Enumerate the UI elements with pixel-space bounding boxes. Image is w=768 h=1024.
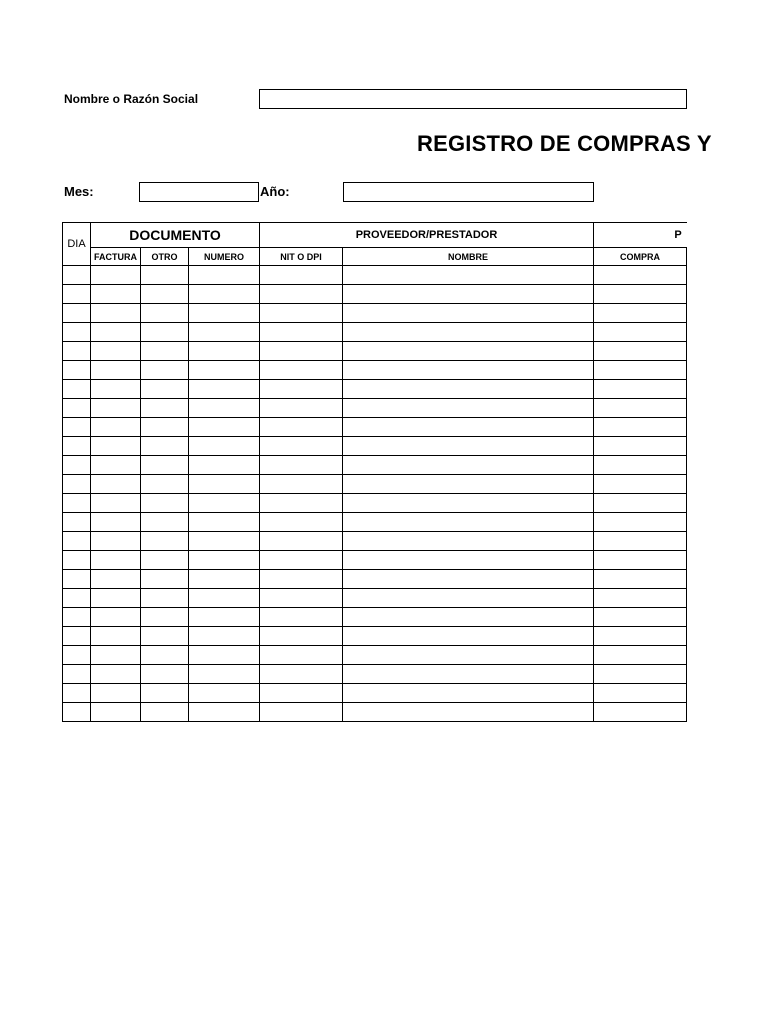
table-column-header-row [63, 248, 688, 266]
cell-dia[interactable] [63, 665, 91, 684]
cell-dia[interactable] [63, 418, 91, 437]
col-header-next [687, 248, 688, 266]
cell-dia[interactable] [63, 532, 91, 551]
cell-dia[interactable] [63, 684, 91, 703]
razon-social-label: Nombre o Razón Social [64, 92, 199, 106]
table-row [63, 304, 688, 323]
cell-nombre[interactable] [343, 589, 594, 608]
table-row [63, 646, 688, 665]
cell-nit[interactable] [260, 608, 343, 627]
cell-next[interactable] [687, 323, 688, 342]
cell-nombre[interactable] [343, 665, 594, 684]
cell-nit[interactable] [260, 551, 343, 570]
table-group-header-row [63, 223, 688, 248]
table-row [63, 608, 688, 627]
cell-nit[interactable] [260, 627, 343, 646]
cell-otro[interactable] [141, 646, 189, 665]
cell-numero[interactable] [189, 399, 260, 418]
cell-otro[interactable] [141, 570, 189, 589]
cell-numero[interactable] [189, 494, 260, 513]
cell-numero[interactable] [189, 323, 260, 342]
cell-nit[interactable] [260, 684, 343, 703]
col-header-factura: FACTURA [91, 248, 141, 266]
cell-factura[interactable] [91, 589, 141, 608]
cell-numero[interactable] [189, 570, 260, 589]
cell-nombre[interactable] [343, 608, 594, 627]
cell-dia[interactable] [63, 551, 91, 570]
cell-nit[interactable] [260, 323, 343, 342]
cell-compra[interactable] [594, 456, 687, 475]
cell-nit[interactable] [260, 475, 343, 494]
cell-compra[interactable] [594, 494, 687, 513]
group-header-documento: DOCUMENTO [91, 223, 260, 248]
cell-next[interactable] [687, 589, 688, 608]
cell-nit[interactable] [260, 532, 343, 551]
cell-nit[interactable] [260, 494, 343, 513]
cell-dia[interactable] [63, 608, 91, 627]
cell-compra[interactable] [594, 646, 687, 665]
cell-factura[interactable] [91, 532, 141, 551]
cell-numero[interactable] [189, 437, 260, 456]
cell-nombre[interactable] [343, 399, 594, 418]
cell-otro[interactable] [141, 437, 189, 456]
cell-numero[interactable] [189, 266, 260, 285]
cell-otro[interactable] [141, 342, 189, 361]
cell-compra[interactable] [594, 475, 687, 494]
cell-nit[interactable] [260, 703, 343, 722]
cell-nombre[interactable] [343, 266, 594, 285]
cell-compra[interactable] [594, 304, 687, 323]
cell-numero[interactable] [189, 589, 260, 608]
cell-next[interactable] [687, 399, 688, 418]
cell-dia[interactable] [63, 703, 91, 722]
cell-next[interactable] [687, 627, 688, 646]
cell-compra[interactable] [594, 380, 687, 399]
cell-nombre[interactable] [343, 456, 594, 475]
cell-nit[interactable] [260, 570, 343, 589]
table-row [63, 437, 688, 456]
table-row [63, 285, 688, 304]
mes-field[interactable] [139, 182, 259, 202]
cell-nit[interactable] [260, 646, 343, 665]
cell-dia[interactable] [63, 437, 91, 456]
cell-factura[interactable] [91, 342, 141, 361]
cell-factura[interactable] [91, 285, 141, 304]
cell-next[interactable] [687, 494, 688, 513]
cell-compra[interactable] [594, 665, 687, 684]
cell-dia[interactable] [63, 589, 91, 608]
cell-factura[interactable] [91, 399, 141, 418]
table-row [63, 418, 688, 437]
cell-nombre[interactable] [343, 494, 594, 513]
table-row [63, 684, 688, 703]
table-body [63, 266, 688, 722]
table-row [63, 380, 688, 399]
cell-numero[interactable] [189, 551, 260, 570]
cell-next[interactable] [687, 475, 688, 494]
cell-nit[interactable] [260, 399, 343, 418]
cell-nombre[interactable] [343, 380, 594, 399]
cell-otro[interactable] [141, 323, 189, 342]
cell-numero[interactable] [189, 684, 260, 703]
cell-numero[interactable] [189, 304, 260, 323]
ano-field[interactable] [343, 182, 594, 202]
cell-numero[interactable] [189, 475, 260, 494]
cell-nombre[interactable] [343, 627, 594, 646]
cell-otro[interactable] [141, 627, 189, 646]
cell-next[interactable] [687, 342, 688, 361]
ano-label: Año: [260, 184, 290, 199]
cell-factura[interactable] [91, 456, 141, 475]
cell-dia[interactable] [63, 399, 91, 418]
cell-dia[interactable] [63, 513, 91, 532]
cell-nit[interactable] [260, 342, 343, 361]
cell-factura[interactable] [91, 361, 141, 380]
table-row [63, 342, 688, 361]
cell-otro[interactable] [141, 589, 189, 608]
col-header-nit: NIT O DPI [260, 248, 343, 266]
cell-otro[interactable] [141, 266, 189, 285]
cell-numero[interactable] [189, 342, 260, 361]
cell-factura[interactable] [91, 627, 141, 646]
mes-label: Mes: [64, 184, 94, 199]
cell-compra[interactable] [594, 513, 687, 532]
cell-next[interactable] [687, 570, 688, 589]
cell-factura[interactable] [91, 570, 141, 589]
cell-numero[interactable] [189, 513, 260, 532]
cell-nit[interactable] [260, 380, 343, 399]
cell-factura[interactable] [91, 418, 141, 437]
cell-next[interactable] [687, 361, 688, 380]
cell-numero[interactable] [189, 456, 260, 475]
group-header-proveedor: PROVEEDOR/PRESTADOR [260, 223, 594, 248]
cell-next[interactable] [687, 513, 688, 532]
cell-next[interactable] [687, 551, 688, 570]
cell-dia[interactable] [63, 342, 91, 361]
cell-otro[interactable] [141, 703, 189, 722]
cell-otro[interactable] [141, 456, 189, 475]
cell-otro[interactable] [141, 684, 189, 703]
cell-factura[interactable] [91, 494, 141, 513]
cell-otro[interactable] [141, 551, 189, 570]
cell-factura[interactable] [91, 703, 141, 722]
cell-otro[interactable] [141, 532, 189, 551]
cell-numero[interactable] [189, 703, 260, 722]
cell-dia[interactable] [63, 456, 91, 475]
col-header-nombre: NOMBRE [343, 248, 594, 266]
table-row [63, 513, 688, 532]
table-row [63, 570, 688, 589]
cell-dia[interactable] [63, 475, 91, 494]
cell-otro[interactable] [141, 665, 189, 684]
page-title: REGISTRO DE COMPRAS Y [417, 131, 712, 156]
cell-nombre[interactable] [343, 646, 594, 665]
cell-otro[interactable] [141, 494, 189, 513]
cell-compra[interactable] [594, 399, 687, 418]
cell-dia[interactable] [63, 380, 91, 399]
cell-factura[interactable] [91, 608, 141, 627]
cell-nombre[interactable] [343, 551, 594, 570]
cell-otro[interactable] [141, 399, 189, 418]
cell-nit[interactable] [260, 304, 343, 323]
cell-compra[interactable] [594, 285, 687, 304]
col-header-compra: COMPRA [594, 248, 687, 266]
razon-social-field[interactable] [259, 89, 687, 109]
table-row [63, 532, 688, 551]
cell-next[interactable] [687, 703, 688, 722]
cell-otro[interactable] [141, 418, 189, 437]
cell-nit[interactable] [260, 437, 343, 456]
cell-otro[interactable] [141, 475, 189, 494]
table-row [63, 551, 688, 570]
cell-numero[interactable] [189, 627, 260, 646]
cell-factura[interactable] [91, 665, 141, 684]
cell-nombre[interactable] [343, 513, 594, 532]
cell-numero[interactable] [189, 361, 260, 380]
cell-compra[interactable] [594, 551, 687, 570]
cell-factura[interactable] [91, 266, 141, 285]
cell-nombre[interactable] [343, 437, 594, 456]
cell-dia[interactable] [63, 361, 91, 380]
cell-next[interactable] [687, 684, 688, 703]
cell-numero[interactable] [189, 380, 260, 399]
cell-compra[interactable] [594, 532, 687, 551]
cell-next[interactable] [687, 285, 688, 304]
cell-factura[interactable] [91, 437, 141, 456]
cell-numero[interactable] [189, 608, 260, 627]
cell-compra[interactable] [594, 437, 687, 456]
table-row [63, 703, 688, 722]
table-row [63, 589, 688, 608]
cell-compra[interactable] [594, 361, 687, 380]
table-row [63, 361, 688, 380]
cell-next[interactable] [687, 418, 688, 437]
cell-numero[interactable] [189, 665, 260, 684]
cell-otro[interactable] [141, 380, 189, 399]
cell-otro[interactable] [141, 513, 189, 532]
cell-factura[interactable] [91, 475, 141, 494]
compras-table [62, 222, 687, 722]
table-row [63, 323, 688, 342]
cell-nombre[interactable] [343, 532, 594, 551]
table-row [63, 266, 688, 285]
table-row [63, 627, 688, 646]
table-row [63, 475, 688, 494]
cell-factura[interactable] [91, 551, 141, 570]
cell-nombre[interactable] [343, 361, 594, 380]
table-row [63, 494, 688, 513]
table-row [63, 456, 688, 475]
cell-compra[interactable] [594, 627, 687, 646]
cell-dia[interactable] [63, 646, 91, 665]
cell-factura[interactable] [91, 380, 141, 399]
cell-otro[interactable] [141, 361, 189, 380]
cell-nit[interactable] [260, 266, 343, 285]
col-header-otro: OTRO [141, 248, 189, 266]
cell-numero[interactable] [189, 418, 260, 437]
cell-compra[interactable] [594, 323, 687, 342]
table-row [63, 399, 688, 418]
cell-compra[interactable] [594, 418, 687, 437]
cell-nombre[interactable] [343, 418, 594, 437]
cell-nombre[interactable] [343, 475, 594, 494]
cell-dia[interactable] [63, 266, 91, 285]
cell-nit[interactable] [260, 513, 343, 532]
cell-next[interactable] [687, 437, 688, 456]
cell-compra[interactable] [594, 684, 687, 703]
cell-nit[interactable] [260, 361, 343, 380]
cell-nombre[interactable] [343, 342, 594, 361]
cell-numero[interactable] [189, 646, 260, 665]
cell-factura[interactable] [91, 304, 141, 323]
cell-next[interactable] [687, 456, 688, 475]
group-header-partial: P [594, 223, 688, 248]
cell-next[interactable] [687, 532, 688, 551]
cell-dia[interactable] [63, 323, 91, 342]
cell-nit[interactable] [260, 456, 343, 475]
cell-factura[interactable] [91, 323, 141, 342]
cell-factura[interactable] [91, 646, 141, 665]
cell-dia[interactable] [63, 285, 91, 304]
cell-nombre[interactable] [343, 304, 594, 323]
cell-next[interactable] [687, 304, 688, 323]
cell-next[interactable] [687, 380, 688, 399]
cell-nit[interactable] [260, 285, 343, 304]
cell-next[interactable] [687, 608, 688, 627]
cell-nit[interactable] [260, 665, 343, 684]
cell-compra[interactable] [594, 608, 687, 627]
cell-next[interactable] [687, 665, 688, 684]
cell-compra[interactable] [594, 589, 687, 608]
table-row [63, 665, 688, 684]
cell-dia[interactable] [63, 304, 91, 323]
cell-nombre[interactable] [343, 684, 594, 703]
cell-otro[interactable] [141, 304, 189, 323]
cell-factura[interactable] [91, 684, 141, 703]
cell-compra[interactable] [594, 703, 687, 722]
cell-compra[interactable] [594, 266, 687, 285]
cell-numero[interactable] [189, 285, 260, 304]
cell-nombre[interactable] [343, 703, 594, 722]
cell-otro[interactable] [141, 608, 189, 627]
cell-compra[interactable] [594, 570, 687, 589]
cell-numero[interactable] [189, 532, 260, 551]
compras-table-container [62, 222, 687, 736]
col-header-numero: NUMERO [189, 248, 260, 266]
cell-otro[interactable] [141, 285, 189, 304]
cell-nit[interactable] [260, 589, 343, 608]
cell-factura[interactable] [91, 513, 141, 532]
col-header-dia: DIA [63, 223, 91, 266]
cell-nombre[interactable] [343, 285, 594, 304]
cell-next[interactable] [687, 266, 688, 285]
cell-dia[interactable] [63, 494, 91, 513]
cell-next[interactable] [687, 646, 688, 665]
cell-dia[interactable] [63, 627, 91, 646]
cell-compra[interactable] [594, 342, 687, 361]
cell-nombre[interactable] [343, 323, 594, 342]
cell-dia[interactable] [63, 570, 91, 589]
cell-nit[interactable] [260, 418, 343, 437]
cell-nombre[interactable] [343, 570, 594, 589]
